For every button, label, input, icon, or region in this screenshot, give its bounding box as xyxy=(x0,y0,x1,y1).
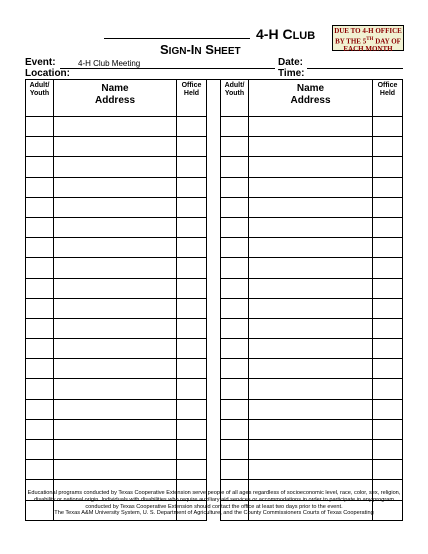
col-name-address-left: Name Address xyxy=(54,80,177,117)
table-row xyxy=(26,379,403,399)
office-held-cell-left[interactable] xyxy=(177,318,207,338)
footer-line3: conducted by Texas Cooperative Extension should contact the office at least two days prior to the event. xyxy=(85,503,343,510)
gap-cell xyxy=(207,399,221,419)
adult-youth-cell-right[interactable] xyxy=(221,137,249,157)
office-held-cell-right[interactable] xyxy=(373,197,403,217)
adult-youth-cell-left[interactable] xyxy=(26,318,54,338)
table-row xyxy=(26,359,403,379)
office-held-cell-right[interactable] xyxy=(373,339,403,359)
office-held-cell-left[interactable] xyxy=(177,177,207,197)
table-row xyxy=(26,298,403,318)
col-office-held-right: Office Held xyxy=(373,80,403,117)
table-row xyxy=(26,399,403,419)
office-held-cell-left[interactable] xyxy=(177,419,207,439)
office-held-cell-right[interactable] xyxy=(373,440,403,460)
adult-youth-cell-right[interactable] xyxy=(221,318,249,338)
adult-youth-cell-right[interactable] xyxy=(221,399,249,419)
office-held-cell-left[interactable] xyxy=(177,399,207,419)
gap-cell xyxy=(207,419,221,439)
event-value[interactable]: 4-H Club Meeting xyxy=(78,59,141,68)
col-adult-youth-left: Adult/ Youth xyxy=(26,80,54,117)
gap-cell xyxy=(207,137,221,157)
table-row xyxy=(26,278,403,298)
office-held-cell-right[interactable] xyxy=(373,318,403,338)
table-row xyxy=(26,440,403,460)
adult-youth-cell-left[interactable] xyxy=(26,298,54,318)
office-held-cell-left[interactable] xyxy=(177,298,207,318)
club-title-main: 4-H C xyxy=(256,26,293,42)
office-held-cell-right[interactable] xyxy=(373,278,403,298)
gap-cell xyxy=(207,379,221,399)
name-address-cell-right[interactable] xyxy=(249,278,373,298)
name-address-cell-left[interactable] xyxy=(54,318,177,338)
due-notice-line3: EACH MONTH xyxy=(343,45,393,54)
page-title: SIGN-IN SHEET xyxy=(160,42,241,57)
name-address-cell-right[interactable] xyxy=(249,258,373,278)
office-held-cell-left[interactable] xyxy=(177,379,207,399)
gap-cell xyxy=(207,278,221,298)
name-address-cell-left[interactable] xyxy=(54,399,177,419)
name-address-cell-right[interactable] xyxy=(249,440,373,460)
table-row xyxy=(26,258,403,278)
adult-youth-cell-right[interactable] xyxy=(221,217,249,237)
event-field-line[interactable] xyxy=(60,68,275,69)
name-address-cell-left[interactable] xyxy=(54,440,177,460)
due-notice-box xyxy=(332,25,404,54)
name-address-cell-right[interactable] xyxy=(249,399,373,419)
adult-youth-cell-left[interactable] xyxy=(26,399,54,419)
club-title xyxy=(256,26,315,42)
name-address-cell-right[interactable] xyxy=(249,298,373,318)
col-adult-youth-right: Adult/ Youth xyxy=(221,80,249,117)
office-held-cell-left[interactable] xyxy=(177,137,207,157)
col-office-held-left: Office Held xyxy=(177,80,207,117)
name-address-cell-left[interactable] xyxy=(54,217,177,237)
adult-youth-cell-right[interactable] xyxy=(221,298,249,318)
adult-youth-cell-right[interactable] xyxy=(221,460,249,480)
name-address-cell-right[interactable] xyxy=(249,137,373,157)
adult-youth-cell-right[interactable] xyxy=(221,117,249,137)
table-row xyxy=(26,177,403,197)
adult-youth-cell-left[interactable] xyxy=(26,117,54,137)
adult-youth-cell-right[interactable] xyxy=(221,197,249,217)
gap-cell xyxy=(207,157,221,177)
adult-youth-cell-left[interactable] xyxy=(26,197,54,217)
table-row xyxy=(26,318,403,338)
sign-in-table xyxy=(25,79,403,521)
gap-cell xyxy=(207,359,221,379)
adult-youth-cell-right[interactable] xyxy=(221,339,249,359)
adult-youth-cell-right[interactable] xyxy=(221,177,249,197)
adult-youth-cell-left[interactable] xyxy=(26,379,54,399)
office-held-cell-right[interactable] xyxy=(373,460,403,480)
office-held-cell-right[interactable] xyxy=(373,217,403,237)
office-held-cell-right[interactable] xyxy=(373,177,403,197)
name-address-cell-left[interactable] xyxy=(54,258,177,278)
adult-youth-cell-right[interactable] xyxy=(221,258,249,278)
name-address-cell-left[interactable] xyxy=(54,238,177,258)
gap-cell xyxy=(207,238,221,258)
name-address-cell-right[interactable] xyxy=(249,157,373,177)
table-row xyxy=(26,157,403,177)
name-address-cell-left[interactable] xyxy=(54,117,177,137)
office-held-cell-right[interactable] xyxy=(373,419,403,439)
table-row xyxy=(26,137,403,157)
footer-disclaimer xyxy=(22,490,406,517)
office-held-cell-left[interactable] xyxy=(177,238,207,258)
office-held-cell-right[interactable] xyxy=(373,238,403,258)
name-address-cell-right[interactable] xyxy=(249,379,373,399)
adult-youth-cell-left[interactable] xyxy=(26,217,54,237)
office-held-cell-left[interactable] xyxy=(177,278,207,298)
gap-cell xyxy=(207,460,221,480)
adult-youth-cell-right[interactable] xyxy=(221,278,249,298)
name-address-cell-right[interactable] xyxy=(249,197,373,217)
table-row xyxy=(26,217,403,237)
office-held-cell-right[interactable] xyxy=(373,137,403,157)
gap-cell xyxy=(207,217,221,237)
location-label: Location: xyxy=(25,68,70,79)
adult-youth-cell-left[interactable] xyxy=(26,359,54,379)
office-held-cell-right[interactable] xyxy=(373,258,403,278)
club-name-line[interactable] xyxy=(104,38,250,39)
adult-youth-cell-right[interactable] xyxy=(221,379,249,399)
date-label: Date: xyxy=(278,57,304,68)
table-row xyxy=(26,460,403,480)
office-held-cell-right[interactable] xyxy=(373,298,403,318)
name-address-cell-right[interactable] xyxy=(249,177,373,197)
office-held-cell-left[interactable] xyxy=(177,197,207,217)
table-header-row xyxy=(26,80,403,117)
name-address-cell-left[interactable] xyxy=(54,298,177,318)
gap-cell xyxy=(207,197,221,217)
office-held-cell-left[interactable] xyxy=(177,217,207,237)
name-address-cell-left[interactable] xyxy=(54,460,177,480)
office-held-cell-right[interactable] xyxy=(373,399,403,419)
office-held-cell-right[interactable] xyxy=(373,117,403,137)
office-held-cell-left[interactable] xyxy=(177,157,207,177)
table-row xyxy=(26,419,403,439)
adult-youth-cell-right[interactable] xyxy=(221,359,249,379)
office-held-cell-left[interactable] xyxy=(177,258,207,278)
gap-cell xyxy=(207,339,221,359)
adult-youth-cell-right[interactable] xyxy=(221,419,249,439)
date-field-line[interactable] xyxy=(307,68,403,69)
name-address-cell-right[interactable] xyxy=(249,238,373,258)
office-held-cell-left[interactable] xyxy=(177,359,207,379)
due-notice-line1: DUE TO 4-H OFFICE xyxy=(334,27,402,35)
adult-youth-cell-left[interactable] xyxy=(26,440,54,460)
name-address-cell-right[interactable] xyxy=(249,217,373,237)
gap-cell xyxy=(207,258,221,278)
adult-youth-cell-left[interactable] xyxy=(26,137,54,157)
office-held-cell-right[interactable] xyxy=(373,359,403,379)
office-held-cell-left[interactable] xyxy=(177,339,207,359)
column-gap xyxy=(207,80,221,117)
office-held-cell-left[interactable] xyxy=(177,460,207,480)
col-name-address-right: Name Address xyxy=(249,80,373,117)
gap-cell xyxy=(207,177,221,197)
gap-cell xyxy=(207,117,221,137)
name-address-cell-right[interactable] xyxy=(249,359,373,379)
table-row xyxy=(26,339,403,359)
name-address-cell-left[interactable] xyxy=(54,177,177,197)
gap-cell xyxy=(207,298,221,318)
adult-youth-cell-right[interactable] xyxy=(221,440,249,460)
name-address-cell-left[interactable] xyxy=(54,278,177,298)
footer-line2: disability or national origin. Individuals with disabilities who require auxiliary aid services or accommodations in order to participate in any program xyxy=(33,496,395,503)
due-notice-line2: BY THE 5TH DAY OF xyxy=(335,36,401,45)
name-address-cell-right[interactable] xyxy=(249,460,373,480)
name-address-cell-left[interactable] xyxy=(54,197,177,217)
office-held-cell-left[interactable] xyxy=(177,440,207,460)
event-label: Event: xyxy=(25,57,56,68)
adult-youth-cell-left[interactable] xyxy=(26,177,54,197)
adult-youth-cell-left[interactable] xyxy=(26,460,54,480)
name-address-cell-right[interactable] xyxy=(249,117,373,137)
name-address-cell-left[interactable] xyxy=(54,419,177,439)
adult-youth-cell-left[interactable] xyxy=(26,339,54,359)
adult-youth-cell-left[interactable] xyxy=(26,419,54,439)
office-held-cell-left[interactable] xyxy=(177,117,207,137)
adult-youth-cell-right[interactable] xyxy=(221,157,249,177)
name-address-cell-left[interactable] xyxy=(54,379,177,399)
name-address-cell-right[interactable] xyxy=(249,419,373,439)
name-address-cell-left[interactable] xyxy=(54,157,177,177)
adult-youth-cell-left[interactable] xyxy=(26,258,54,278)
adult-youth-cell-left[interactable] xyxy=(26,157,54,177)
time-label: Time: xyxy=(278,68,305,79)
footer-line1: Educational programs conducted by Texas Cooperative Extension serve people of all ages regardless of socioeconomic level, race, color, sex, religion, xyxy=(27,490,401,496)
adult-youth-cell-left[interactable] xyxy=(26,278,54,298)
office-held-cell-right[interactable] xyxy=(373,157,403,177)
adult-youth-cell-right[interactable] xyxy=(221,238,249,258)
table-row xyxy=(26,238,403,258)
table-row xyxy=(26,117,403,137)
adult-youth-cell-left[interactable] xyxy=(26,238,54,258)
footer-line4: The Texas A&M University System, U. S. Department of Agriculture, and the County Commissioners Courts of Texas Cooperating xyxy=(54,510,374,517)
name-address-cell-left[interactable] xyxy=(54,359,177,379)
name-address-cell-left[interactable] xyxy=(54,137,177,157)
gap-cell xyxy=(207,318,221,338)
office-held-cell-right[interactable] xyxy=(373,379,403,399)
name-address-cell-right[interactable] xyxy=(249,339,373,359)
name-address-cell-right[interactable] xyxy=(249,318,373,338)
table-row xyxy=(26,197,403,217)
name-address-cell-left[interactable] xyxy=(54,339,177,359)
club-title-sc: LUB xyxy=(292,30,316,42)
gap-cell xyxy=(207,440,221,460)
